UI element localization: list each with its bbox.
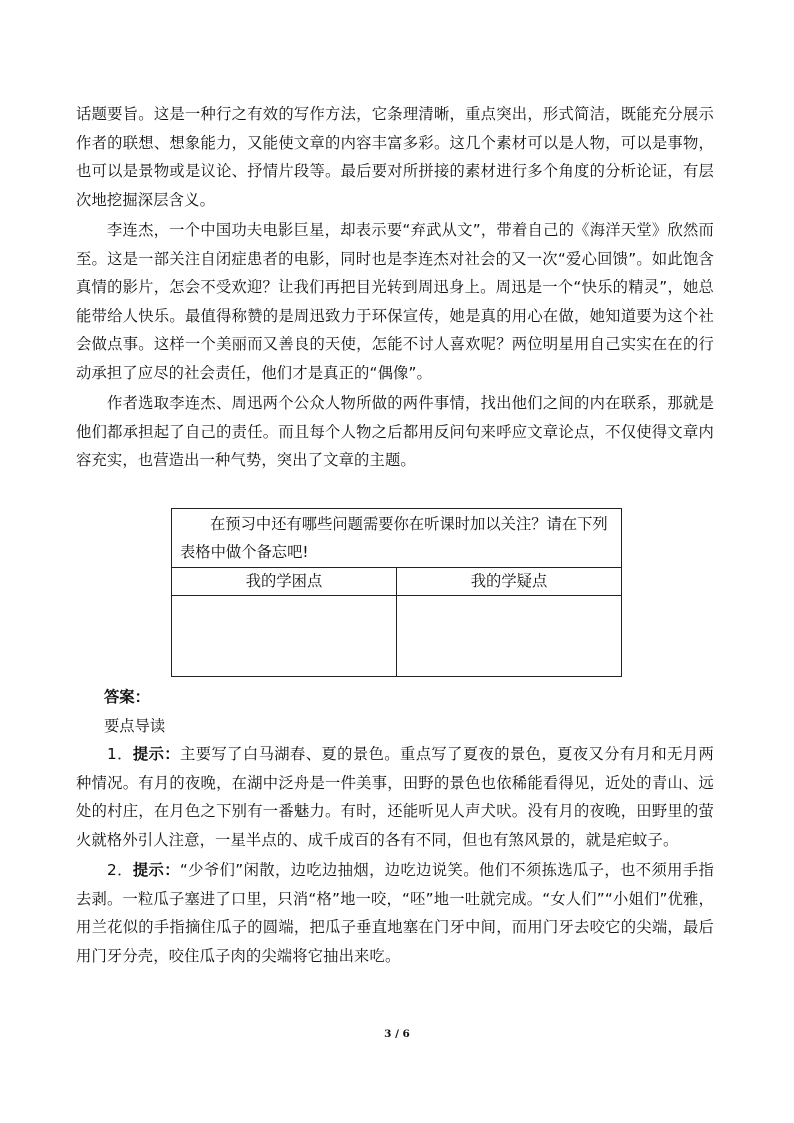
body-text <box>76 100 714 475</box>
memo-blank-doubts[interactable] <box>397 596 622 677</box>
paragraph-continuation: 话题要旨。这是一种行之有效的写作方法，它条理清晰，重点突出，形式简洁，既能充分展示作者的联想、想象能力，又能使文章的内容丰富多彩。这几个素材可以是人物，可以是事物，也可以是景物或是议论、抒情片段等。最后要对所拼接的素材进行多个角度的分析论证，有层次地挖掘深层含义。 <box>76 105 714 209</box>
answer-item-1 <box>76 740 714 854</box>
paragraph-analysis: 作者选取李连杰、周迅两个公众人物所做的两件事情，找出他们之间的内在联系，那就是他们都承担起了自己的责任。而且每个人物之后都用反问句来呼应文章论点，不仅使得文章内容充实，也营造出一种气势，突出了文章的主题。 <box>76 394 714 469</box>
answers-title: 答案： <box>104 688 150 706</box>
paragraph-example: 李连杰，一个中国功夫电影巨星，却表示要“弃武从文”，带着自己的《海洋天堂》欣然而至。这是一部关注自闭症患者的电影，同时也是李连杰对社会的又一次“爱心回馈”。如此饱含真情的影片，怎会不受欢迎？让我们再把目光转到周迅身上。周迅是一个“快乐的精灵”，她总能带给人快乐。最值得称赞的是周迅致力于环保宣传，她是真的用心在做，她知道要为这个社会做点事。这样一个美丽而又善良的天使，怎能不讨人喜欢呢？两位明星用自己实实在在的行动承担了应尽的社会责任，他们才是真正的“偶像”。 <box>76 221 714 382</box>
answers-section <box>76 683 714 970</box>
memo-header-doubts: 我的学疑点 <box>397 568 622 596</box>
answers-subtitle: 要点导读 <box>104 716 166 735</box>
answer-item-2 <box>76 856 714 970</box>
memo-table <box>171 508 622 677</box>
memo-prompt-cell <box>172 509 622 568</box>
answer-item-2-text: “少爷们”闲散，边吃边抽烟，边吃边说笑。他们不须拣选瓜子，也不须用手指去剥。一粒瓜子塞进了口里，只消“格”地一咬，“呸”地一吐就完成。“女人们”“小姐们”优雅，用兰花似的手指摘住瓜子的圆端，把瓜子垂直地塞在门牙中间，而用门牙去咬它的尖端，最后用门牙分壳，咬住瓜子肉的尖端将它抽出来吃。 <box>76 861 714 965</box>
memo-blank-difficulties[interactable] <box>172 596 397 677</box>
memo-header-difficulties: 我的学困点 <box>172 568 397 596</box>
memo-prompt: 在预习中还有哪些问题需要你在听课时加以关注？请在下列表格中做个备忘吧! <box>180 515 608 561</box>
answer-item-1-number: 1． <box>107 745 133 763</box>
page-number: 3 / 6 <box>384 1028 410 1040</box>
answer-item-1-text: 主要写了白马湖春、夏的景色。重点写了夏夜的景色，夏夜又分有月和无月两种情况。有月的夜晚，在湖中泛舟是一件美事，田野的景色也依稀能看得见，近处的青山、远处的村庄，在月色之下别有一番魅力。有时，还能听见人声犬吠。没有月的夜晚，田野里的萤火就格外引人注意，一星半点的、成千成百的各有不同，但也有煞风景的，就是疟蚊子。 <box>76 745 714 849</box>
answer-item-2-label: 提示： <box>132 861 180 879</box>
answer-item-2-number: 2． <box>107 861 133 879</box>
answer-item-1-label: 提示： <box>132 745 181 763</box>
